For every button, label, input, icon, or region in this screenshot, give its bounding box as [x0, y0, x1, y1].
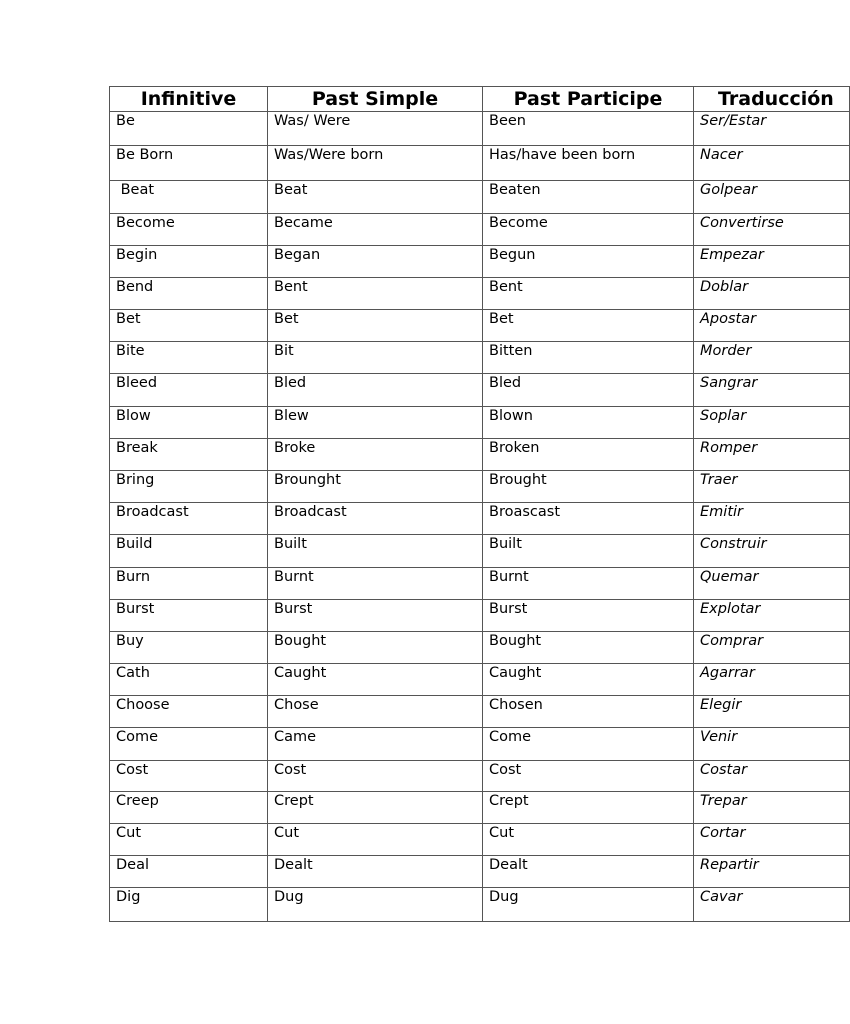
cell-past-participle: Brought	[483, 471, 694, 503]
header-past-participle: Past Participe	[483, 87, 694, 112]
cell-infinitive: Bet	[110, 310, 268, 342]
cell-past-simple: Bent	[268, 278, 483, 310]
cell-past-participle: Built	[483, 535, 694, 568]
cell-translation: Agarrar	[694, 664, 850, 696]
cell-past-simple: Broadcast	[268, 503, 483, 535]
cell-translation: Nacer	[694, 146, 850, 181]
cell-past-simple: Bled	[268, 374, 483, 407]
table-row	[110, 439, 850, 471]
cell-infinitive: Bite	[110, 342, 268, 374]
table-row	[110, 728, 850, 761]
cell-past-participle: Beaten	[483, 181, 694, 214]
cell-past-participle: Been	[483, 112, 694, 146]
cell-infinitive: Begin	[110, 246, 268, 278]
cell-past-simple: Bought	[268, 632, 483, 664]
cell-past-participle: Has/have been born	[483, 146, 694, 181]
cell-past-simple: Was/ Were	[268, 112, 483, 146]
cell-past-participle: Come	[483, 728, 694, 761]
cell-past-simple: Was/Were born	[268, 146, 483, 181]
cell-past-participle: Blown	[483, 407, 694, 439]
cell-translation: Cavar	[694, 888, 850, 922]
table-row	[110, 407, 850, 439]
cell-translation: Repartir	[694, 856, 850, 888]
cell-infinitive: Dig	[110, 888, 268, 922]
table-row	[110, 600, 850, 632]
cell-infinitive: Bleed	[110, 374, 268, 407]
table-row	[110, 503, 850, 535]
cell-infinitive: Creep	[110, 792, 268, 824]
table-row	[110, 214, 850, 246]
cell-translation: Construir	[694, 535, 850, 568]
cell-infinitive: Burn	[110, 568, 268, 600]
cell-infinitive: Beat	[110, 181, 268, 214]
cell-past-simple: Became	[268, 214, 483, 246]
irregular-verbs-table	[109, 86, 850, 922]
table-row	[110, 535, 850, 568]
cell-past-participle: Dealt	[483, 856, 694, 888]
cell-translation: Elegir	[694, 696, 850, 728]
cell-translation: Apostar	[694, 310, 850, 342]
cell-past-simple: Burnt	[268, 568, 483, 600]
cell-translation: Soplar	[694, 407, 850, 439]
header-past-simple: Past Simple	[268, 87, 483, 112]
cell-translation: Convertirse	[694, 214, 850, 246]
cell-infinitive: Cut	[110, 824, 268, 856]
table-row	[110, 888, 850, 922]
table-row	[110, 856, 850, 888]
cell-past-participle: Chosen	[483, 696, 694, 728]
cell-past-participle: Cost	[483, 761, 694, 792]
table-row	[110, 761, 850, 792]
header-row	[110, 87, 850, 112]
cell-past-simple: Blew	[268, 407, 483, 439]
cell-infinitive: Bring	[110, 471, 268, 503]
cell-past-simple: Dealt	[268, 856, 483, 888]
cell-infinitive: Cath	[110, 664, 268, 696]
cell-translation: Venir	[694, 728, 850, 761]
cell-past-simple: Chose	[268, 696, 483, 728]
cell-past-simple: Bit	[268, 342, 483, 374]
cell-translation: Comprar	[694, 632, 850, 664]
table-row	[110, 824, 850, 856]
cell-past-simple: Dug	[268, 888, 483, 922]
table-row	[110, 664, 850, 696]
cell-translation: Trepar	[694, 792, 850, 824]
cell-past-participle: Bet	[483, 310, 694, 342]
cell-translation: Romper	[694, 439, 850, 471]
cell-past-participle: Dug	[483, 888, 694, 922]
cell-infinitive: Deal	[110, 856, 268, 888]
cell-infinitive: Choose	[110, 696, 268, 728]
cell-infinitive: Come	[110, 728, 268, 761]
table-row	[110, 146, 850, 181]
cell-infinitive: Build	[110, 535, 268, 568]
cell-infinitive: Burst	[110, 600, 268, 632]
cell-past-participle: Begun	[483, 246, 694, 278]
cell-translation: Traer	[694, 471, 850, 503]
cell-infinitive: Buy	[110, 632, 268, 664]
table-row	[110, 310, 850, 342]
cell-translation: Explotar	[694, 600, 850, 632]
cell-past-simple: Crept	[268, 792, 483, 824]
cell-translation: Morder	[694, 342, 850, 374]
cell-infinitive: Bend	[110, 278, 268, 310]
cell-past-participle: Broken	[483, 439, 694, 471]
cell-translation: Empezar	[694, 246, 850, 278]
cell-past-participle: Bent	[483, 278, 694, 310]
cell-infinitive: Cost	[110, 761, 268, 792]
cell-infinitive: Be	[110, 112, 268, 146]
cell-translation: Sangrar	[694, 374, 850, 407]
cell-infinitive: Break	[110, 439, 268, 471]
cell-translation: Golpear	[694, 181, 850, 214]
table-row	[110, 278, 850, 310]
cell-past-participle: Bitten	[483, 342, 694, 374]
cell-past-simple: Broke	[268, 439, 483, 471]
cell-past-simple: Brounght	[268, 471, 483, 503]
cell-translation: Emitir	[694, 503, 850, 535]
cell-infinitive: Blow	[110, 407, 268, 439]
cell-infinitive: Broadcast	[110, 503, 268, 535]
cell-infinitive: Be Born	[110, 146, 268, 181]
cell-past-simple: Cut	[268, 824, 483, 856]
cell-translation: Quemar	[694, 568, 850, 600]
header-infinitive: Infinitive	[110, 87, 268, 112]
cell-past-participle: Bought	[483, 632, 694, 664]
table-row	[110, 246, 850, 278]
table-row	[110, 471, 850, 503]
cell-translation: Doblar	[694, 278, 850, 310]
cell-past-participle: Cut	[483, 824, 694, 856]
cell-past-simple: Came	[268, 728, 483, 761]
cell-translation: Cortar	[694, 824, 850, 856]
table-row	[110, 112, 850, 146]
table-row	[110, 181, 850, 214]
table-body	[110, 112, 850, 922]
cell-past-simple: Bet	[268, 310, 483, 342]
cell-past-simple: Cost	[268, 761, 483, 792]
table-row	[110, 374, 850, 407]
cell-past-participle: Bled	[483, 374, 694, 407]
table-row	[110, 568, 850, 600]
cell-past-participle: Broascast	[483, 503, 694, 535]
cell-translation: Costar	[694, 761, 850, 792]
cell-translation: Ser/Estar	[694, 112, 850, 146]
table-row	[110, 632, 850, 664]
table-row	[110, 696, 850, 728]
table-row	[110, 342, 850, 374]
cell-past-participle: Burnt	[483, 568, 694, 600]
cell-past-simple: Caught	[268, 664, 483, 696]
cell-past-simple: Built	[268, 535, 483, 568]
header-translation: Traducción	[694, 87, 850, 112]
cell-infinitive: Become	[110, 214, 268, 246]
table-row	[110, 792, 850, 824]
cell-past-participle: Become	[483, 214, 694, 246]
cell-past-participle: Crept	[483, 792, 694, 824]
cell-past-simple: Began	[268, 246, 483, 278]
cell-past-participle: Burst	[483, 600, 694, 632]
cell-past-simple: Burst	[268, 600, 483, 632]
cell-past-simple: Beat	[268, 181, 483, 214]
cell-past-participle: Caught	[483, 664, 694, 696]
